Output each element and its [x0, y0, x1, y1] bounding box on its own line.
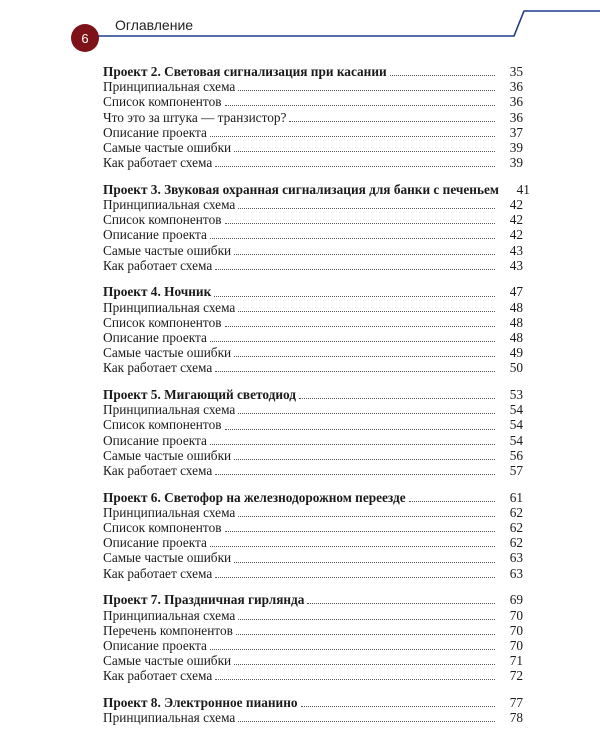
toc-entry-label: Список компонентов — [103, 417, 222, 433]
toc-page-number: 37 — [509, 124, 523, 140]
toc-entry-label: Проект 2. Световая сигнализация при касании — [103, 64, 387, 79]
toc-page-number: 42 — [509, 197, 523, 212]
toc-entry[interactable] — [103, 94, 523, 109]
toc-entry-label: Описание проекта — [103, 330, 207, 345]
toc-entry-label: Проект 7. Праздничная гирлянда — [103, 592, 305, 608]
toc-entry[interactable] — [103, 330, 523, 345]
dot-leader — [234, 250, 495, 255]
dot-leader — [409, 497, 495, 502]
toc-section — [103, 181, 530, 273]
toc-entry[interactable] — [103, 535, 523, 550]
toc-page-number: 70 — [509, 607, 523, 623]
toc-page-number: 62 — [509, 535, 523, 551]
dot-leader — [215, 162, 495, 167]
toc-page-number: 43 — [509, 242, 523, 258]
toc-entry[interactable] — [103, 448, 523, 463]
dot-leader — [225, 527, 496, 532]
toc-entry-label: Самые частые ошибки — [103, 242, 232, 258]
toc-page-number: 71 — [509, 653, 523, 669]
toc-page-number: 47 — [509, 284, 523, 300]
toc-page-number: 78 — [509, 710, 523, 726]
toc-project-title[interactable] — [103, 284, 523, 299]
dot-leader — [299, 394, 495, 399]
toc-entry[interactable] — [103, 566, 523, 581]
table-of-contents — [103, 64, 530, 737]
toc-entry-label: Принципиальная схема — [103, 197, 236, 212]
toc-section — [103, 490, 523, 581]
toc-entry-label: Проект 3. Звуковая охранная сигнализация для банки с печеньем — [103, 181, 499, 197]
toc-entry[interactable] — [103, 623, 523, 638]
dot-leader — [215, 470, 495, 475]
running-title: Оглавление — [115, 17, 194, 33]
toc-page-number: 48 — [509, 330, 523, 345]
toc-entry[interactable] — [103, 360, 523, 375]
toc-page-number: 48 — [509, 299, 523, 315]
toc-entry[interactable] — [103, 345, 523, 360]
toc-entry-label: Как работает схема — [103, 565, 213, 581]
dot-leader — [215, 265, 495, 270]
toc-entry-label: Как работает схема — [103, 463, 213, 478]
toc-entry[interactable] — [103, 710, 523, 725]
dot-leader — [238, 86, 495, 91]
toc-entry-label: Список компонентов — [103, 520, 222, 536]
dot-leader — [225, 101, 496, 106]
toc-entry[interactable] — [103, 402, 523, 417]
toc-entry[interactable] — [103, 433, 523, 448]
toc-entry[interactable] — [103, 300, 523, 315]
toc-entry-label: Принципиальная схема — [103, 607, 236, 623]
dot-leader — [210, 542, 495, 547]
toc-entry-label: Самые частые ошибки — [103, 139, 232, 155]
dot-leader — [225, 425, 496, 430]
dot-leader — [236, 630, 495, 635]
toc-entry-label: Как работает схема — [103, 668, 213, 684]
toc-page-number: 36 — [509, 79, 523, 95]
toc-entry-label: Принципиальная схема — [103, 504, 236, 520]
toc-project-title[interactable] — [103, 592, 523, 607]
toc-entry[interactable] — [103, 125, 523, 140]
dot-leader — [238, 717, 495, 722]
dot-leader — [210, 234, 495, 239]
toc-page-number: 43 — [509, 257, 523, 273]
toc-entry[interactable] — [103, 110, 523, 125]
toc-page-number: 50 — [509, 360, 523, 376]
toc-entry-label: Проект 4. Ночник — [103, 284, 212, 300]
toc-entry[interactable] — [103, 653, 523, 668]
dot-leader — [234, 455, 495, 460]
toc-entry[interactable] — [103, 140, 523, 155]
dot-leader — [390, 71, 495, 76]
dot-leader — [301, 702, 495, 707]
toc-entry[interactable] — [103, 520, 523, 535]
toc-page-number: 56 — [509, 447, 523, 463]
toc-entry-label: Самые частые ошибки — [103, 653, 232, 669]
toc-entry-label: Что это за штука — транзистор? — [103, 109, 287, 125]
toc-page-number: 63 — [509, 565, 523, 581]
toc-page-number: 35 — [509, 64, 523, 79]
toc-entry[interactable] — [103, 550, 523, 565]
toc-entry-label: Описание проекта — [103, 227, 207, 243]
dot-leader — [289, 117, 495, 122]
toc-page-number: 41 — [516, 181, 530, 197]
toc-entry[interactable] — [103, 608, 523, 623]
dot-leader — [215, 573, 495, 578]
toc-entry-label: Перечень компонентов — [103, 622, 233, 638]
toc-entry-label: Принципиальная схема — [103, 79, 236, 95]
toc-entry[interactable] — [103, 417, 523, 432]
toc-page-number: 42 — [509, 212, 523, 228]
dot-leader — [238, 409, 495, 414]
toc-page-number: 62 — [509, 504, 523, 520]
toc-page-number: 49 — [509, 345, 523, 361]
toc-entry-label: Как работает схема — [103, 155, 213, 171]
dot-leader — [215, 367, 495, 372]
toc-entry-label: Принципиальная схема — [103, 402, 236, 418]
dot-leader — [210, 645, 495, 650]
toc-page-number: 54 — [509, 402, 523, 418]
toc-entry-label: Список компонентов — [103, 212, 222, 228]
toc-project-title[interactable] — [103, 695, 523, 710]
dot-leader — [210, 337, 495, 342]
dot-leader — [307, 599, 495, 604]
toc-page-number: 61 — [509, 489, 523, 505]
toc-section — [103, 695, 523, 725]
toc-entry[interactable] — [103, 258, 523, 273]
toc-entry-label: Описание проекта — [103, 124, 207, 140]
toc-page-number: 69 — [509, 592, 523, 608]
dot-leader — [210, 440, 495, 445]
toc-entry[interactable] — [103, 638, 523, 653]
page-number-badge: 6 — [71, 24, 99, 52]
toc-page-number: 72 — [509, 668, 523, 684]
dot-leader — [238, 512, 495, 517]
toc-section — [103, 64, 523, 170]
toc-page-number: 63 — [509, 550, 523, 566]
toc-page-number: 39 — [509, 139, 523, 155]
toc-page-number: 70 — [509, 637, 523, 653]
toc-entry[interactable] — [103, 227, 523, 242]
dot-leader — [225, 322, 496, 327]
toc-entry[interactable] — [103, 212, 523, 227]
page-header — [0, 0, 600, 60]
toc-entry-label: Проект 8. Электронное пианино — [103, 694, 298, 710]
toc-project-title[interactable] — [103, 181, 530, 197]
toc-entry[interactable] — [103, 505, 523, 520]
toc-section — [103, 387, 523, 478]
toc-entry[interactable] — [103, 243, 523, 258]
dot-leader — [215, 675, 495, 680]
toc-page-number: 57 — [509, 463, 523, 478]
toc-entry-label: Проект 6. Светофор на железнодорожном переезде — [103, 489, 406, 505]
toc-entry-label: Как работает схема — [103, 257, 213, 273]
dot-leader — [234, 660, 495, 665]
toc-entry-label: Описание проекта — [103, 432, 207, 448]
toc-page-number: 62 — [509, 520, 523, 536]
toc-entry-label: Список компонентов — [103, 314, 222, 330]
toc-page-number: 53 — [509, 387, 523, 403]
toc-page-number: 42 — [509, 227, 523, 243]
dot-leader — [238, 615, 495, 620]
toc-entry-label: Принципиальная схема — [103, 299, 236, 315]
toc-entry-label: Самые частые ошибки — [103, 345, 232, 361]
toc-page-number: 77 — [509, 694, 523, 710]
dot-leader — [238, 204, 495, 209]
dot-leader — [234, 352, 495, 357]
toc-entry-label: Список компонентов — [103, 94, 222, 110]
toc-page-number: 36 — [509, 94, 523, 110]
toc-entry[interactable] — [103, 668, 523, 683]
toc-entry[interactable] — [103, 155, 523, 170]
dot-leader — [225, 219, 496, 224]
toc-project-title[interactable] — [103, 387, 523, 402]
toc-section — [103, 284, 523, 375]
toc-entry-label: Как работает схема — [103, 360, 213, 376]
toc-project-title[interactable] — [103, 64, 523, 79]
dot-leader — [214, 292, 495, 297]
toc-page-number: 54 — [509, 432, 523, 448]
dot-leader — [238, 307, 495, 312]
toc-entry[interactable] — [103, 79, 523, 94]
toc-project-title[interactable] — [103, 490, 523, 505]
toc-entry-label: Принципиальная схема — [103, 710, 236, 726]
toc-entry-label: Описание проекта — [103, 637, 207, 653]
dot-leader — [210, 132, 495, 137]
toc-page-number: 39 — [509, 155, 523, 171]
toc-entry[interactable] — [103, 463, 523, 478]
toc-page-number: 36 — [509, 109, 523, 125]
dot-leader — [234, 558, 495, 563]
toc-page-number: 54 — [509, 417, 523, 433]
toc-page-number: 70 — [509, 622, 523, 638]
toc-entry[interactable] — [103, 315, 523, 330]
toc-entry-label: Проект 5. Мигающий светодиод — [103, 387, 297, 403]
toc-entry-label: Описание проекта — [103, 535, 207, 551]
toc-section — [103, 592, 523, 683]
dot-leader — [234, 147, 495, 152]
toc-entry-label: Самые частые ошибки — [103, 550, 232, 566]
toc-entry-label: Самые частые ошибки — [103, 447, 232, 463]
toc-entry[interactable] — [103, 197, 523, 212]
toc-page-number: 48 — [509, 314, 523, 330]
